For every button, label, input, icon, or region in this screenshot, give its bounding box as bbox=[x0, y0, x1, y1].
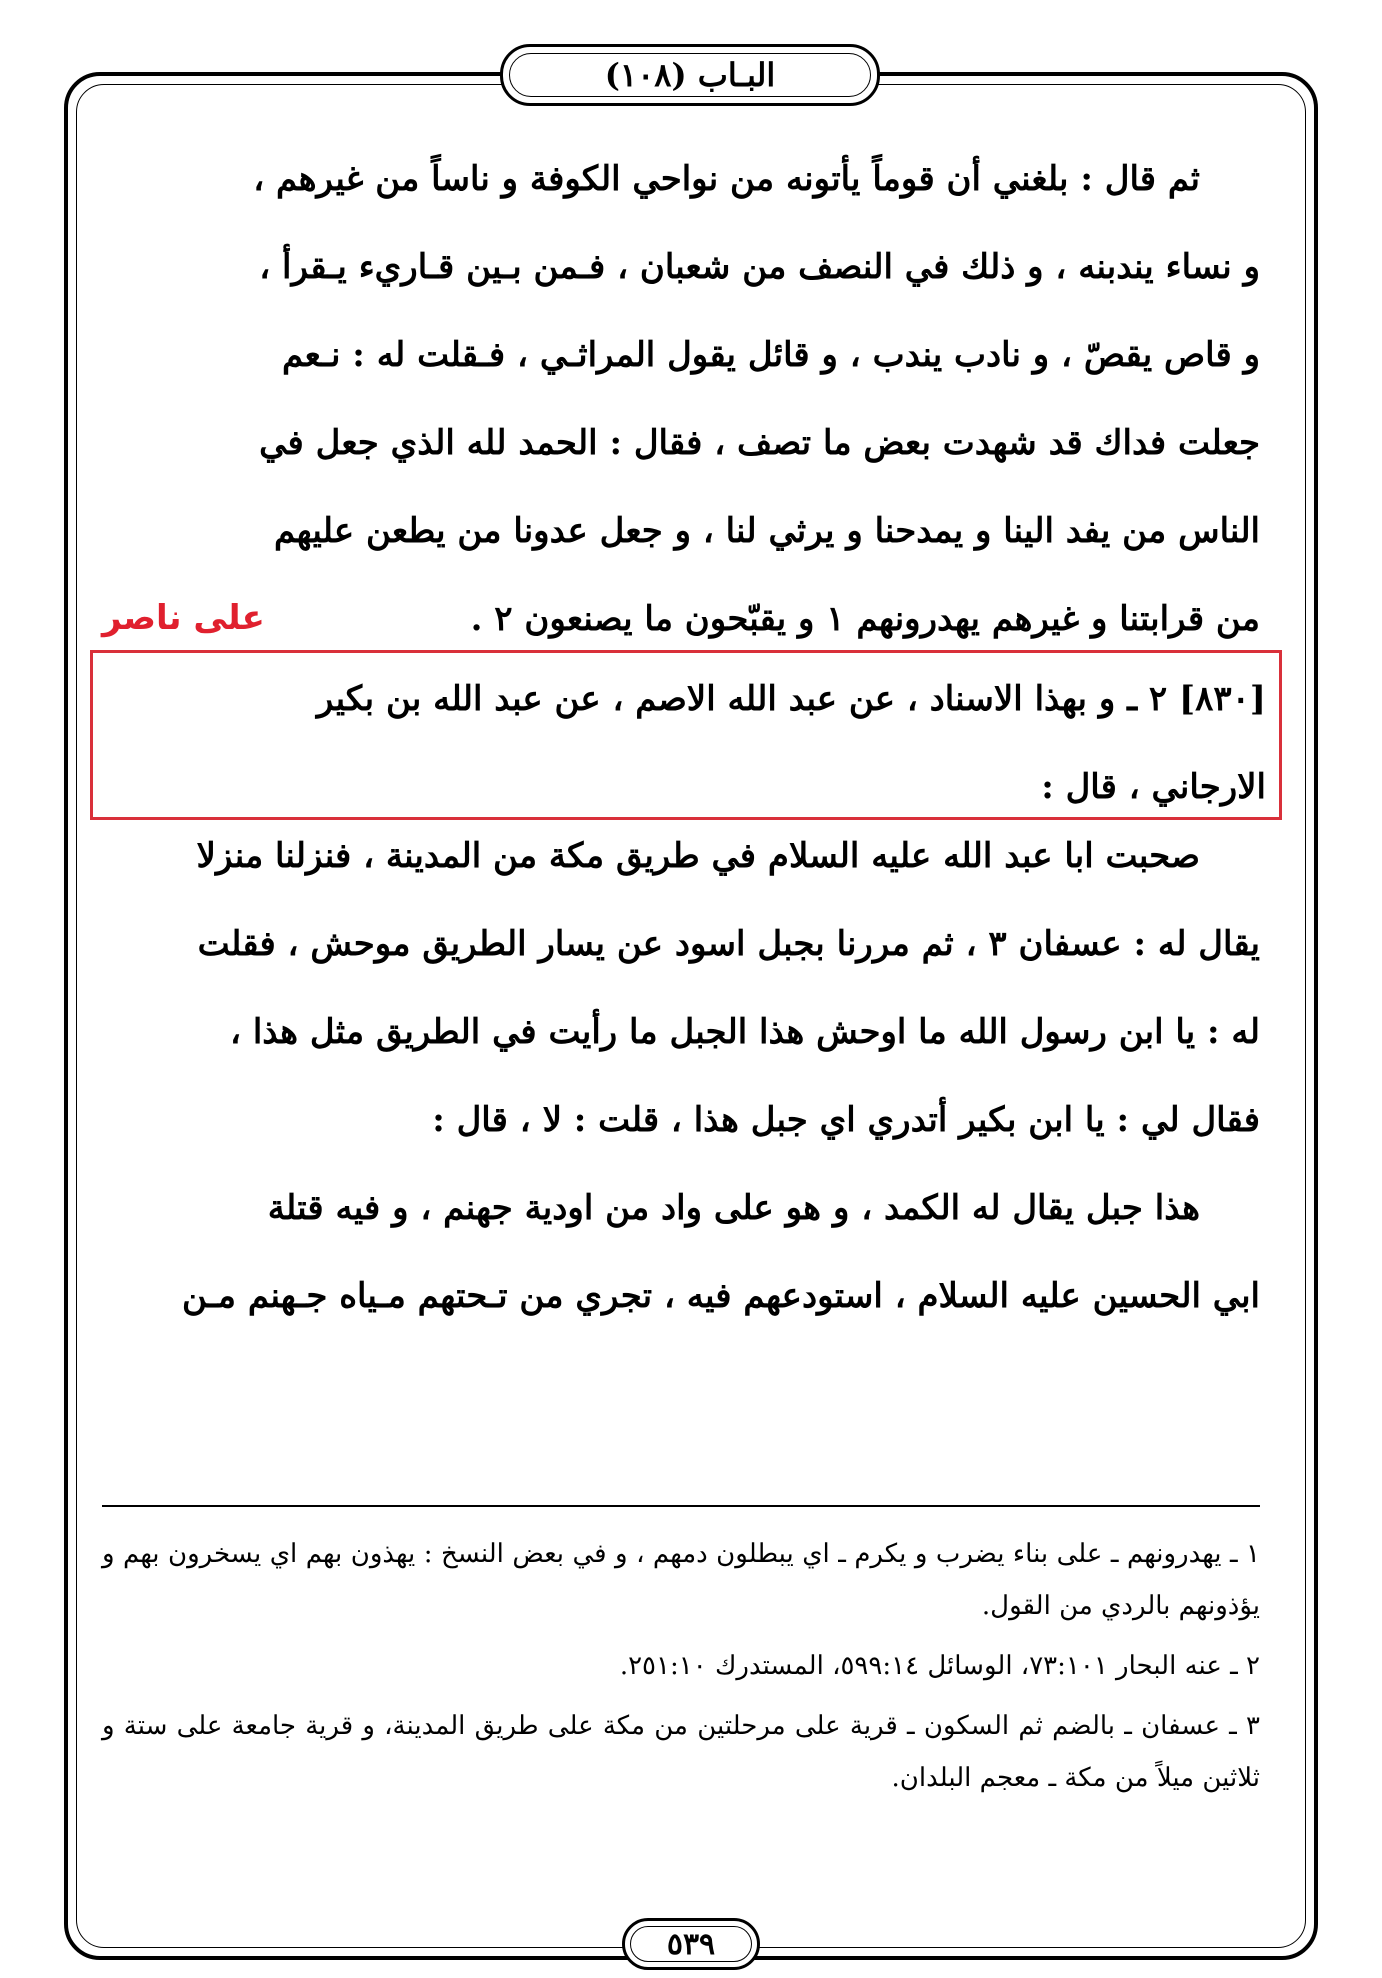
hadith-line: الارجاني ، قال : bbox=[1041, 767, 1266, 807]
text-line: ابي الحسين عليه السلام ، استودعهم فيه ، تجري من تـحتهم مـياه جـهنم مـن bbox=[181, 1276, 1260, 1316]
page-number-tab bbox=[622, 1918, 760, 1970]
narration-paragraph bbox=[102, 812, 1260, 1340]
text-line: جعلت فداك قد شهدت بعض ما تصف ، فقال : الحمد لله الذي جعل في bbox=[259, 423, 1260, 463]
text-line: صحبت ابا عبد الله عليه السلام في طريق مكة من المدينة ، فنزلنا منزلا bbox=[196, 836, 1200, 876]
chapter-title: البـاب (١٠٨) bbox=[604, 56, 776, 94]
text-line: هذا جبل يقال له الكمد ، و هو على واد من اودية جهنم ، و فيه قتلة bbox=[267, 1188, 1200, 1228]
chapter-header bbox=[500, 44, 880, 106]
footnote: ٢ ـ عنه البحار ٧٣:١٠١، الوسائل ٥٩٩:١٤، المستدرك ٢٥١:١٠. bbox=[619, 1651, 1260, 1681]
main-paragraph bbox=[102, 135, 1260, 663]
text-line: فقال لي : يا ابن بكير أتدري اي جبل هذا ، قلت : لا ، قال : bbox=[432, 1100, 1260, 1140]
footnote: ٣ ـ عسفان ـ بالضم ثم السكون ـ قرية على مرحلتين من مكة على طريق المدينة، و قرية جامعة على ستة و ثلاثين ميلاً من مكة ـ معجم البلدان. bbox=[102, 1711, 1260, 1793]
text-line: ثم قال : بلغني أن قوماً يأتونه من نواحي الكوفة و ناساً من غيرهم ، bbox=[253, 159, 1200, 199]
page-number: ٥٣٩ bbox=[666, 1926, 716, 1962]
footnote-divider bbox=[102, 1505, 1260, 1507]
annotation-label: على ناصر bbox=[102, 598, 265, 638]
text-line: الناس من يفد الينا و يمدحنا و يرثي لنا ، و جعل عدونا من يطعن عليهم bbox=[274, 511, 1260, 551]
text-line: و قاص يقصّ ، و نادب يندب ، و قائل يقول المراثـي ، فـقلت له : نـعم bbox=[282, 335, 1260, 375]
text-line: و نساء يندبنه ، و ذلك في النصف من شعبان ، فـمن بـين قـاريء يـقرأ ، bbox=[259, 247, 1260, 287]
hadith-chain bbox=[118, 655, 1266, 831]
text-line: يقال له : عسفان ٣ ، ثم مررنا بجبل اسود عن يسار الطريق موحش ، فقلت bbox=[197, 924, 1260, 964]
text-line: من قرابتنا و غيرهم يهدرونهم ١ و يقبّحون ما يصنعون ٢ . bbox=[470, 599, 1260, 639]
text-line: له : يا ابن رسول الله ما اوحش هذا الجبل ما رأيت في الطريق مثل هذا ، bbox=[230, 1012, 1260, 1052]
footnote: ١ ـ يهدرونهم ـ على بناء يضرب و يكرم ـ اي يبطلون دمهم ، و في بعض النسخ : يهذون بهم اي يسخرون بهم و يؤذونهم بالردي من القول. bbox=[102, 1539, 1260, 1621]
hadith-line: [٨٣٠] ٢ ـ و بهذا الاسناد ، عن عبد الله الاصم ، عن عبد الله بن بكير bbox=[316, 679, 1266, 719]
footnotes bbox=[102, 1528, 1260, 1812]
